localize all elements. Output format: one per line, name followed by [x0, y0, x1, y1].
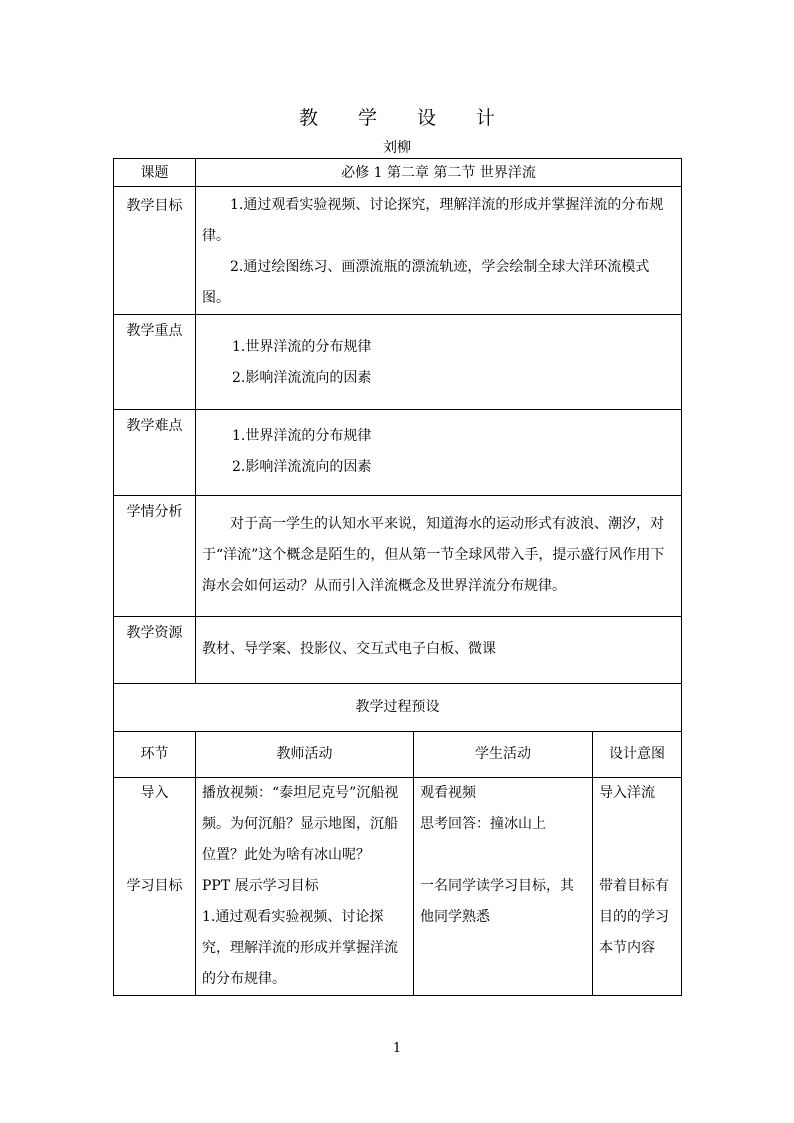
teacher-activity-1: 播放视频：“泰坦尼克号”沉船视频。为何沉船？显示地图，沉船位置？此处为啥有冰山呢？ — [202, 785, 399, 863]
intent-2: 带着目标有目的的学习本节内容 — [599, 878, 669, 956]
goals-cell — [196, 187, 682, 315]
col-header-teacher: 教师活动 — [196, 732, 414, 778]
col-header-stage: 环节 — [114, 732, 196, 778]
student-activity-3: 一名同学读学习目标，其他同学熟悉 — [420, 878, 574, 925]
author-name: 刘柳 — [383, 140, 411, 156]
topic-label: 课题 — [114, 159, 196, 187]
key-points-label: 教学重点 — [114, 315, 196, 410]
analysis-cell — [196, 496, 682, 617]
student-activity-2: 思考回答：撞冰山上 — [420, 816, 546, 832]
key-points-cell — [196, 315, 682, 410]
difficult-point-1: 1.世界洋流的分布规律 — [232, 428, 372, 444]
col-header-intent: 设计意图 — [593, 732, 682, 778]
process-header-row — [114, 684, 682, 732]
key-points-row — [114, 315, 682, 410]
resources-row — [114, 617, 682, 684]
intent-cell — [593, 778, 682, 996]
difficult-points-row — [114, 410, 682, 496]
stage-intro: 导入 — [140, 785, 169, 801]
goal-item-2: 2.通过绘图练习、画漂流瓶的漂流轨迹，学会绘制全球大洋环流模式图。 — [202, 259, 650, 306]
difficult-points-label: 教学难点 — [114, 410, 196, 496]
analysis-row — [114, 496, 682, 617]
stage-goals: 学习目标 — [126, 878, 183, 894]
teacher-activity-3: 1.通过观看实验视频、讨论探究，理解洋流的形成并掌握洋流的分布规律。 — [202, 909, 398, 987]
doc-title: 教 学 设 计 — [298, 107, 513, 129]
intent-1: 导入洋流 — [599, 785, 655, 801]
difficult-point-2: 2.影响洋流流向的因素 — [232, 459, 372, 475]
student-activity-1: 观看视频 — [420, 785, 476, 801]
stage-cell — [114, 778, 196, 996]
resources-text: 教材、导学案、投影仪、交互式电子白板、微课 — [202, 641, 496, 657]
teacher-activity-2: PPT 展示学习目标 — [202, 878, 319, 894]
topic-row — [114, 159, 682, 187]
goal-item-1: 1.通过观看实验视频、讨论探究，理解洋流的形成并掌握洋流的分布规律。 — [202, 197, 664, 244]
key-point-1: 1.世界洋流的分布规律 — [232, 339, 372, 355]
resources-cell — [196, 617, 682, 684]
column-header-row — [114, 732, 682, 778]
page-number: 1 — [392, 1041, 402, 1056]
key-point-2: 2.影响洋流流向的因素 — [232, 370, 372, 386]
student-cell — [414, 778, 593, 996]
difficult-points-cell — [196, 410, 682, 496]
goals-label: 教学目标 — [114, 187, 196, 315]
topic-value: 必修 1 第二章 第二节 世界洋流 — [196, 159, 682, 187]
col-header-student: 学生活动 — [414, 732, 593, 778]
goals-row — [114, 187, 682, 315]
process-header: 教学过程预设 — [114, 684, 682, 732]
teacher-cell — [196, 778, 414, 996]
process-row — [114, 778, 682, 996]
analysis-label: 学情分析 — [114, 496, 196, 617]
resources-label: 教学资源 — [114, 617, 196, 684]
analysis-text: 对于高一学生的认知水平来说，知道海水的运动形式有波浪、潮汐，对于“洋流”这个概念是陌生的，但从第一节全球风带入手，提示盛行风作用下海水会如何运动？从而引入洋流概念及世界洋流分布规律。 — [202, 516, 665, 594]
lesson-plan-table — [113, 158, 682, 996]
